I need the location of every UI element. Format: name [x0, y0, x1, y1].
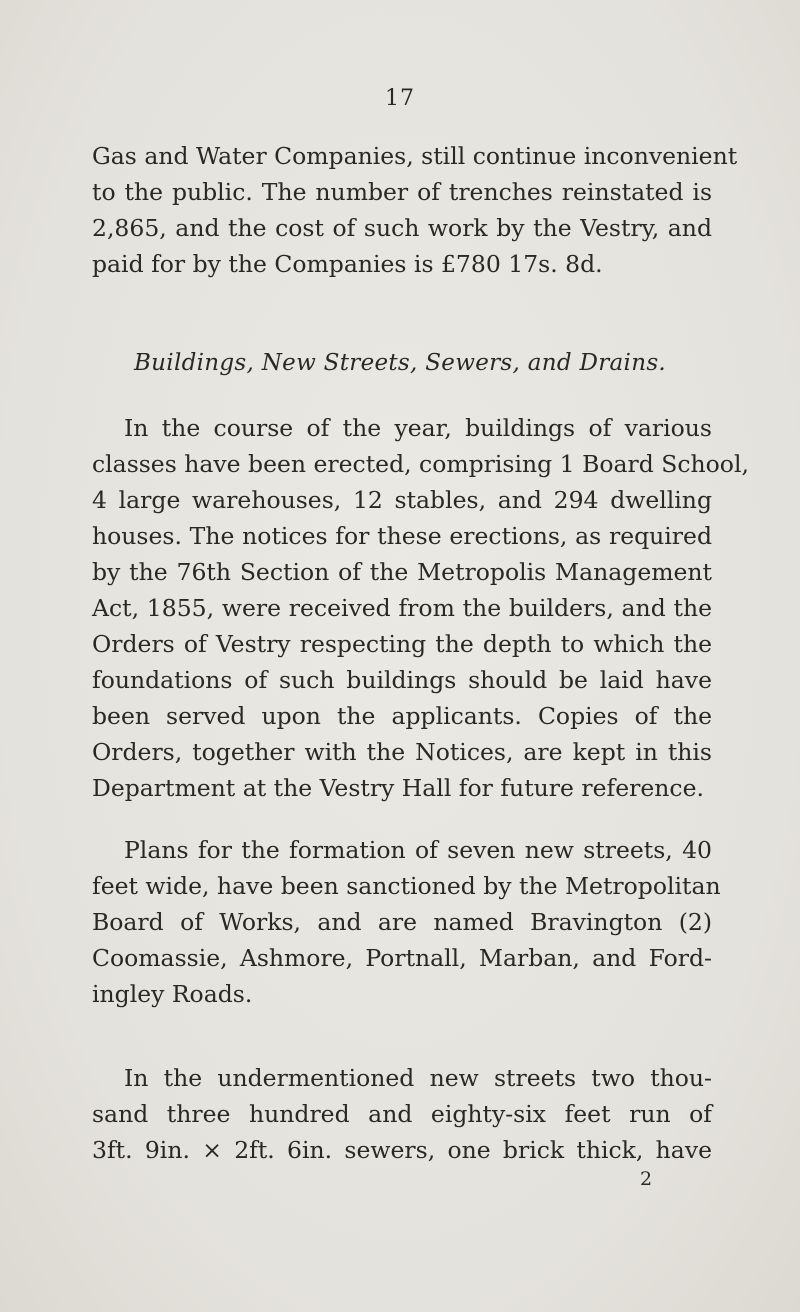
text-line: In the undermentioned new streets two thou-: [124, 1064, 712, 1092]
paragraph-buildings: [92, 410, 749, 806]
text-line: Coomassie, Ashmore, Portnall, Marban, and Ford-: [92, 944, 712, 972]
text-line: Act, 1855, were received from the builders, and the: [92, 594, 712, 622]
paragraph-sewers: [92, 1060, 712, 1168]
text-line: paid for by the Companies is £780 17s. 8d.: [92, 250, 603, 278]
text-line: Plans for the formation of seven new streets, 40: [124, 836, 712, 864]
text-line: 3ft. 9in. × 2ft. 6in. sewers, one brick thick, have: [92, 1136, 712, 1164]
text-line: Orders of Vestry respecting the depth to which the: [92, 630, 712, 658]
section-heading: Buildings, New Streets, Sewers, and Drains.: [133, 350, 667, 376]
text-line: been served upon the applicants. Copies of the: [92, 702, 712, 730]
text-line: by the 76th Section of the Metropolis Management: [92, 558, 712, 586]
text-line: Gas and Water Companies, still continue inconvenient: [92, 142, 738, 170]
text-line: 4 large warehouses, 12 stables, and 294 dwelling: [92, 486, 712, 514]
text-line: In the course of the year, buildings of various: [124, 414, 712, 442]
text-line: houses. The notices for these erections, as required: [92, 522, 712, 550]
text-line: sand three hundred and eighty-six feet run of: [92, 1100, 712, 1128]
text-line: to the public. The number of trenches reinstated is: [92, 178, 712, 206]
text-line: 2,865, and the cost of such work by the Vestry, and: [92, 214, 712, 242]
text-line: foundations of such buildings should be laid have: [92, 666, 712, 694]
paragraph-new-streets: [92, 832, 721, 1012]
text-line: Board of Works, and are named Bravington (2): [92, 908, 712, 936]
signature-mark: 2: [640, 1168, 653, 1190]
text-line: classes have been erected, comprising 1 Board School,: [92, 450, 749, 478]
paragraph-gas-water: [92, 138, 738, 282]
text-line: Department at the Vestry Hall for future reference.: [92, 774, 704, 802]
text-line: feet wide, have been sanctioned by the Metropolitan: [92, 872, 721, 900]
page-number: 17: [385, 86, 415, 111]
text-line: ingley Roads.: [92, 980, 253, 1008]
text-line: Orders, together with the Notices, are kept in this: [92, 738, 712, 766]
